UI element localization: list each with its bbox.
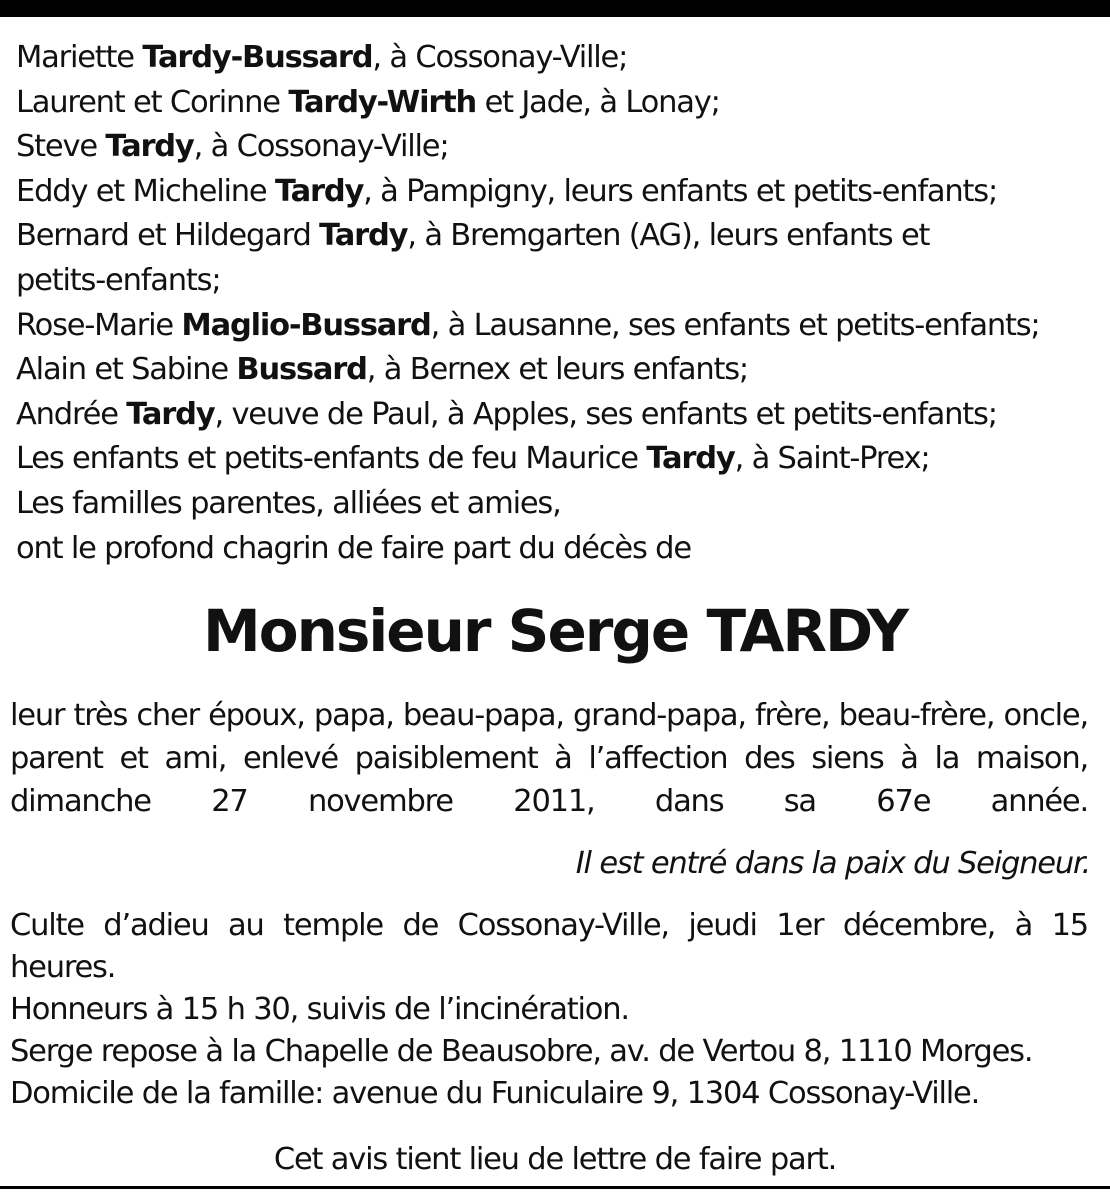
announcement-line: ont le profond chagrin de faire part du décès de (16, 530, 691, 566)
footer-note: Cet avis tient lieu de lettre de faire part. (273, 1142, 837, 1177)
family-line: Les familles parentes, alliées et amies, (16, 485, 561, 521)
tribute-paragraph: leur très cher époux, papa, beau-papa, grand-papa, frère, beau-frère, oncle, parent et ami, enlevé paisiblement à l’affection des siens à la maison, dimanche 27 novembre 2011, dans sa 67e année. (10, 698, 1088, 819)
bottom-border-rule (0, 1186, 1110, 1189)
family-list (16, 36, 1096, 571)
family-line: Bernard et Hildegard Tardy, à Bremgarten (AG), leurs enfants et petits-enfants; (16, 218, 930, 298)
family-line: Steve Tardy, à Cossonay-Ville; (16, 129, 449, 165)
deceased-name: Monsieur Serge TARDY (203, 597, 907, 665)
family-line: Alain et Sabine Bussard, à Bernex et leurs enfants; (16, 352, 749, 388)
family-line: Eddy et Micheline Tardy, à Pampigny, leurs enfants et petits-enfants; (16, 173, 998, 209)
top-border-rule (0, 0, 1110, 17)
family-line: Laurent et Corinne Tardy-Wirth et Jade, à Lonay; (16, 84, 720, 120)
ceremony-info: Culte d’adieu au temple de Cossonay-Ville, jeudi 1er décembre, à 15 heures. (10, 908, 1088, 985)
family-line: Rose-Marie Maglio-Bussard, à Lausanne, ses enfants et petits-enfants; (16, 307, 1040, 343)
family-line: Andrée Tardy, veuve de Paul, à Apples, ses enfants et petits-enfants; (16, 396, 997, 432)
repose-info: Serge repose à la Chapelle de Beausobre, av. de Vertou 8, 1110 Morges. (10, 1034, 1033, 1069)
scripture-quote: Il est entré dans la paix du Seigneur. (575, 846, 1090, 881)
family-line: Les enfants et petits-enfants de feu Maurice Tardy, à Saint-Prex; (16, 441, 930, 477)
family-line: Mariette Tardy-Bussard, à Cossonay-Ville; (16, 40, 628, 75)
honours-info: Honneurs à 15 h 30, suivis de l’incinération. (10, 992, 629, 1027)
service-details (10, 905, 1088, 1115)
domicile-info: Domicile de la famille: avenue du Funiculaire 9, 1304 Cossonay-Ville. (10, 1076, 980, 1111)
